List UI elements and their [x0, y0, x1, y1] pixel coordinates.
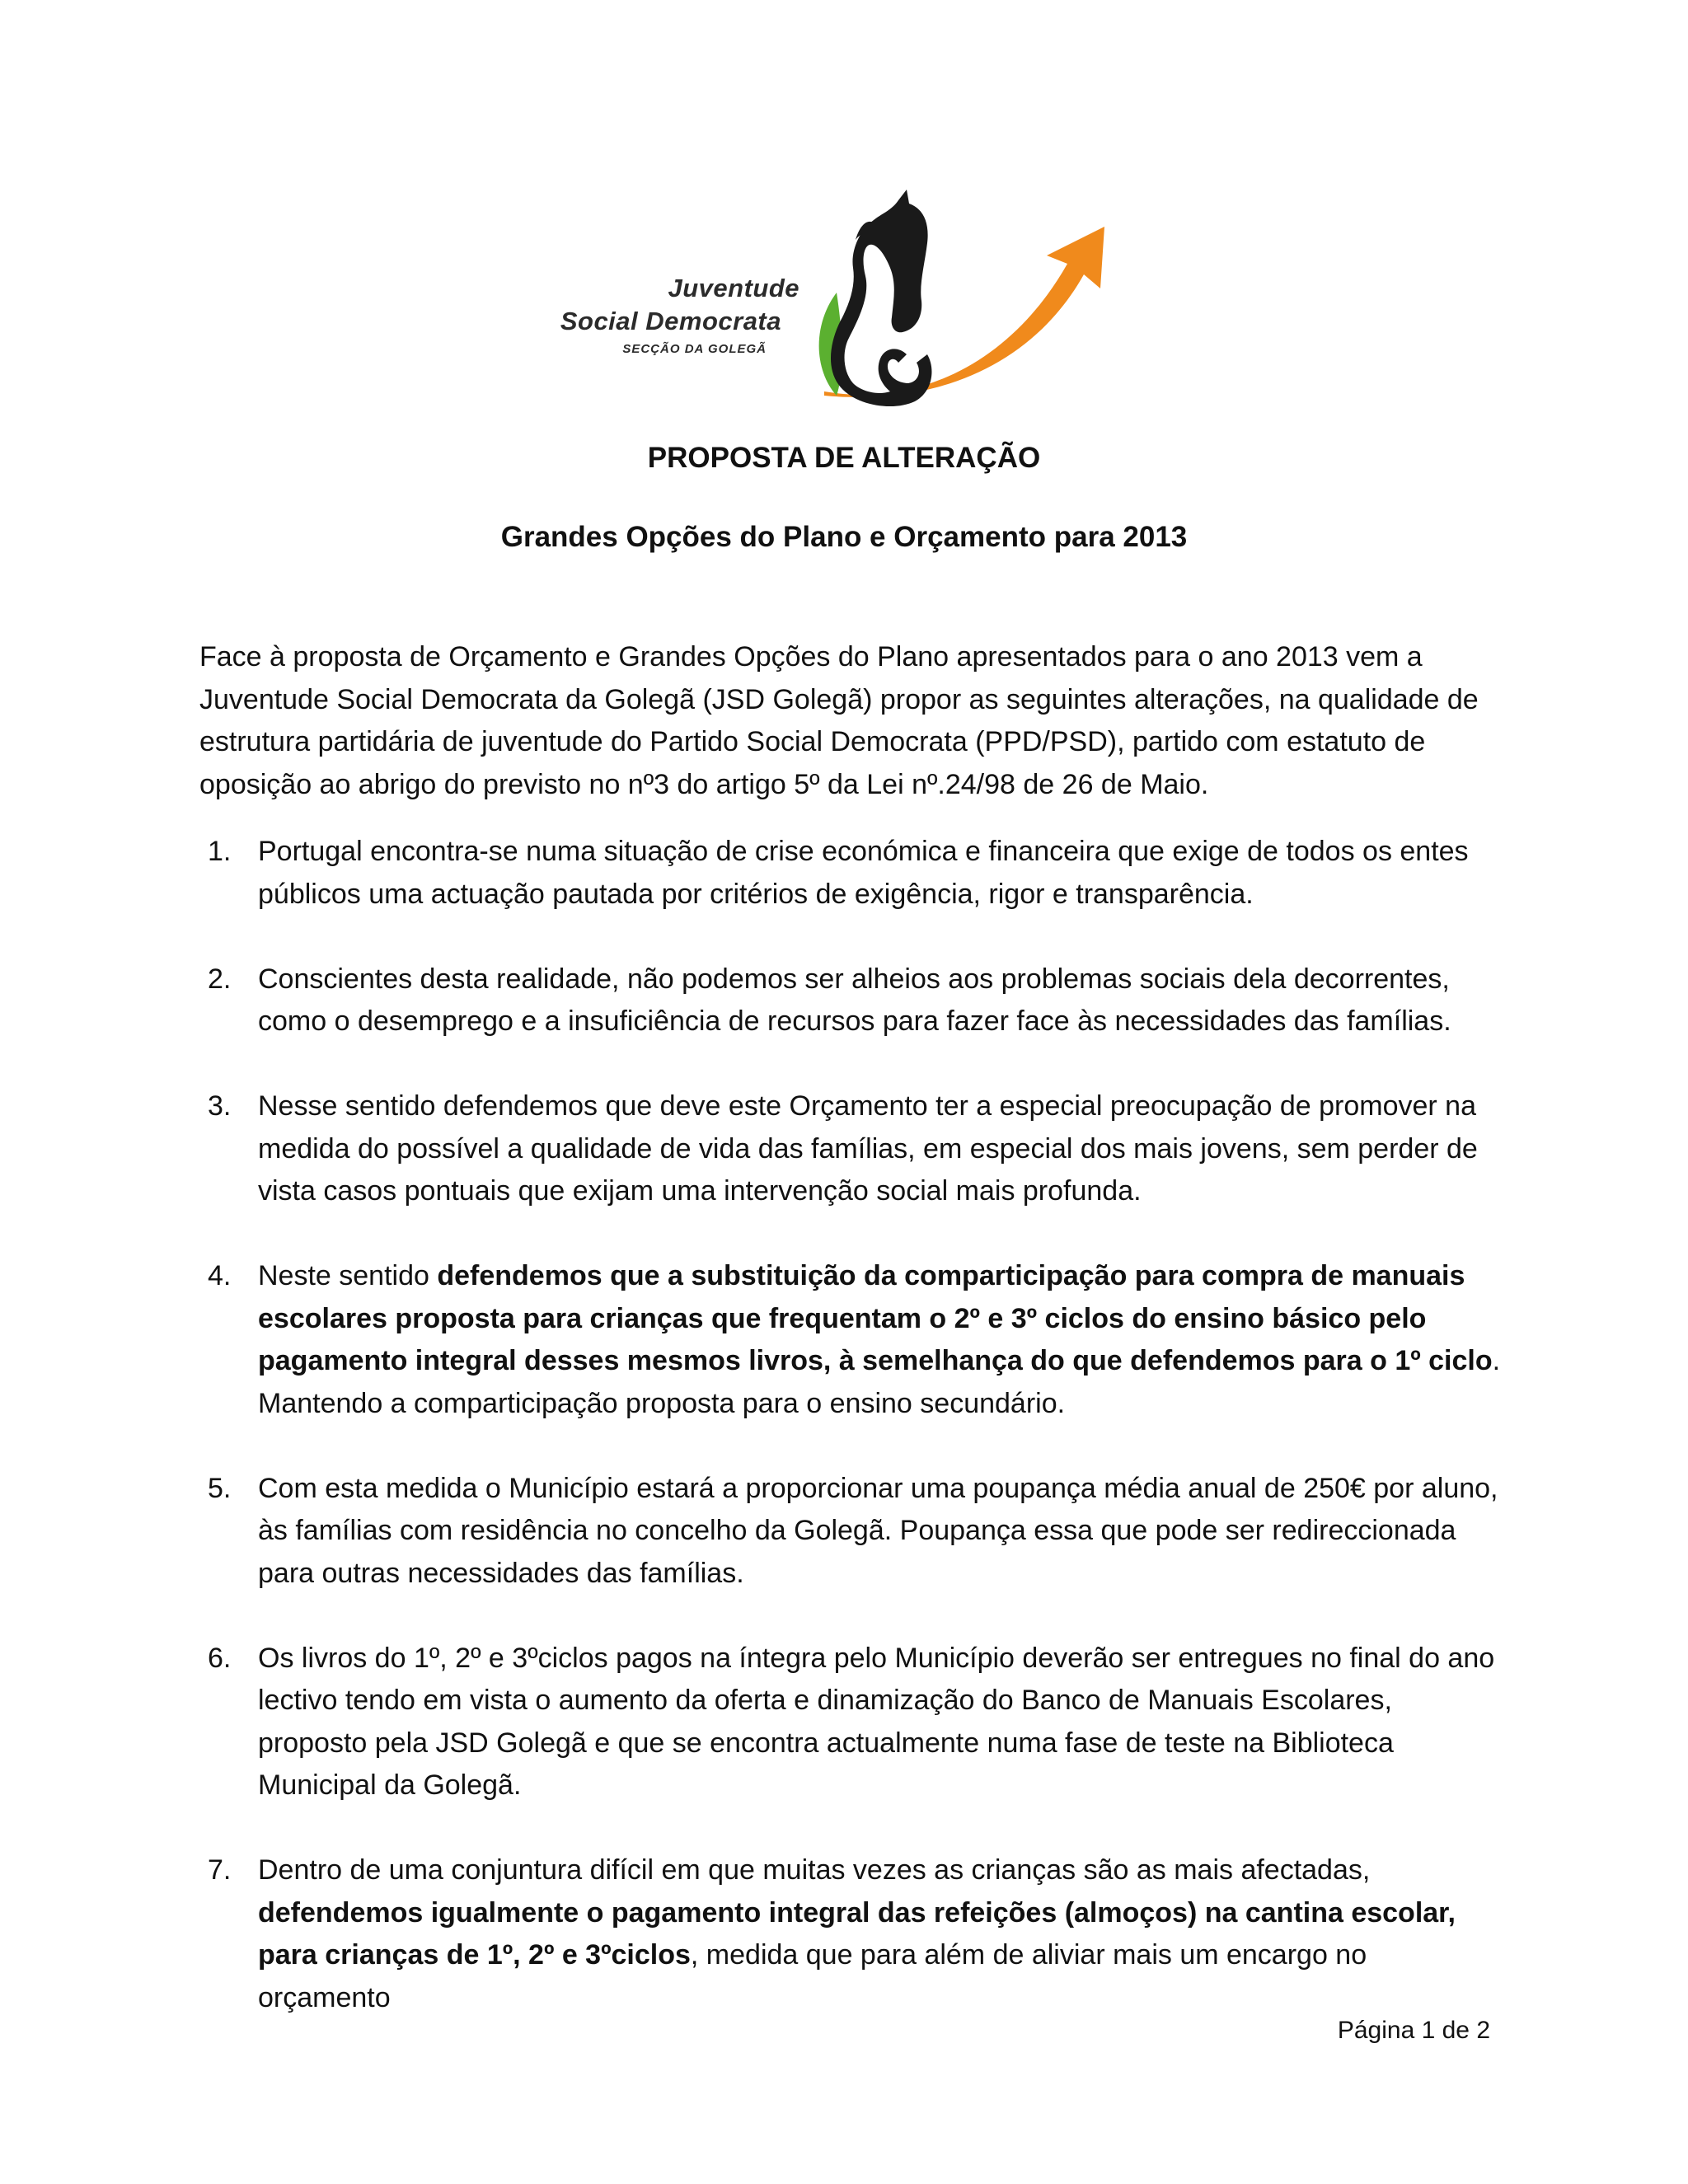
list-item-number: 6.	[208, 1642, 232, 1674]
list-item-number: 5.	[208, 1472, 232, 1504]
logo-line-juventude: Juventude	[668, 274, 799, 302]
proposal-list	[199, 831, 1502, 2062]
list-item-text-after: . Mantendo a comparticipação proposta para o ensino secundário.	[258, 1345, 1501, 1419]
list-item	[199, 831, 1502, 916]
list-item	[199, 1085, 1502, 1213]
list-item-text: Os livros do 1º, 2º e 3ºciclos pagos na íntegra pelo Município deverão ser entregues no final do ano lectivo tendo em vista o aumento da oferta e dinamização do Banco de Manuais Escolares, proposto pela JSD Golegã e que se encontra actualmente numa fase de teste na Biblioteca Municipal da Golegã.	[258, 1642, 1495, 1801]
list-item-text: Nesse sentido defendemos que deve este Orçamento ter a especial preocupação de promover na medida do possível a qualidade de vida das famílias, em especial dos mais jovens, sem perder de vista casos pontuais que exijam uma intervenção social mais profunda.	[258, 1090, 1478, 1207]
list-item	[199, 1468, 1502, 1596]
intro-paragraph: Face à proposta de Orçamento e Grandes Opções do Plano apresentados para o ano 2013 vem a Juventude Social Democrata da Golegã (JSD Golegã) propor as seguintes alterações, na qualidade de estrutura partidária de juventude do Partido Social Democrata (PPD/PSD), partido com estatuto de oposição ao abrigo do previsto no nº3 do artigo 5º da Lei nº.24/98 de 26 de Maio.	[199, 641, 1479, 800]
list-item-text-before: Neste sentido	[258, 1260, 438, 1291]
list-item-text: Portugal encontra-se numa situação de crise económica e financeira que exige de todos os entes públicos uma actuação pautada por critérios de exigência, rigor e transparência.	[258, 836, 1469, 910]
document-subtitle: Grandes Opções do Plano e Orçamento para 2013	[500, 521, 1188, 553]
orange-arrow-icon	[824, 227, 1104, 397]
list-item	[199, 1849, 1502, 2019]
list-item-text-before: Dentro de uma conjuntura difícil em que muitas vezes as crianças são as mais afectadas,	[258, 1854, 1371, 1886]
list-item	[199, 1255, 1502, 1425]
page-number: Página 1 de 2	[1337, 2017, 1490, 2044]
list-item-text: Com esta medida o Município estará a proporcionar uma poupança média anual de 250€ por aluno, às famílias com residência no concelho da Golegã. Poupança essa que pode ser redireccionada para outras necessidades das famílias.	[258, 1472, 1498, 1589]
list-item-number: 2.	[208, 963, 232, 995]
list-item-number: 4.	[208, 1260, 232, 1291]
logo-text	[552, 272, 808, 361]
document-title: PROPOSTA DE ALTERAÇÃO	[647, 442, 1041, 474]
list-item	[199, 958, 1502, 1043]
logo-line-social-democrata: Social Democrata	[560, 307, 781, 335]
list-item	[199, 1638, 1502, 1807]
list-item-number: 3.	[208, 1090, 232, 1122]
list-item-text-bold: defendemos que a substituição da comparticipação para compra de manuais escolares proposta para crianças que frequentam o 2º e 3º ciclos do ensino básico pelo pagamento integral desses mesmos livros, à semelhança do que defendemos para o 1º ciclo	[258, 1260, 1493, 1376]
logo-line-seccao: SECÇÃO DA GOLEGÃ	[622, 342, 767, 356]
list-item-number: 1.	[208, 836, 232, 867]
jsd-logo	[552, 185, 1121, 412]
list-item-text-after: , medida que para além de aliviar mais um encargo no orçamento	[258, 1939, 1367, 2013]
list-item-text: Conscientes desta realidade, não podemos ser alheios aos problemas sociais dela decorrentes, como o desemprego e a insuficiência de recursos para fazer face às necessidades das famílias.	[258, 963, 1451, 1037]
list-item-text-bold: defendemos igualmente o pagamento integral das refeições (almoços) na cantina escolar, para crianças de 1º, 2º e 3ºciclos	[258, 1896, 1456, 1971]
list-item-number: 7.	[208, 1854, 232, 1886]
horse-icon	[831, 190, 931, 406]
